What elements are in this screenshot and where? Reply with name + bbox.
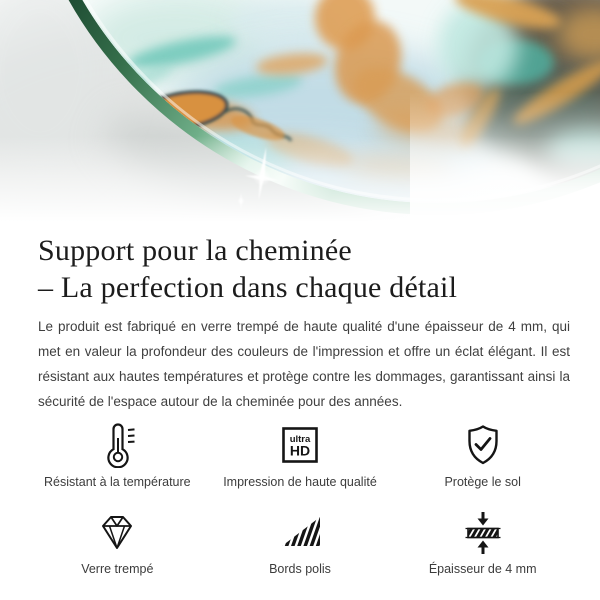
glass-panel-product-photo [0,0,600,228]
feature-label: Résistant à la température [44,475,191,489]
feature-temperature [26,422,209,489]
feature-label: Épaisseur de 4 mm [428,562,537,576]
feature-floor-protection [391,422,574,489]
thickness-icon [460,509,506,555]
diamond-icon [94,509,140,555]
feature-label: Impression de haute qualité [223,475,377,489]
feature-print-quality [209,422,392,489]
page-title [38,232,562,306]
feature-tempered-glass [26,509,209,576]
thermometer-icon [94,422,140,468]
polished-edges-icon [277,509,323,555]
page-title-line1: Support pour la cheminée [38,234,352,267]
ultra-hd-text-top: ultra [289,434,311,445]
ultra-hd-text-bottom: HD [289,442,311,459]
feature-thickness [391,509,574,576]
feature-label: Verre trempé [81,562,154,576]
page-title-line2: – La perfection dans chaque détail [38,271,458,304]
product-description-text: Le produit est fabriqué en verre trempé de haute qualité d'une épaisseur de 4 mm, qui met en valeur la profondeur des couleurs de l'impression et offre un éclat élégant. Il est résistant aux hautes températures et protège contre les dommages, garantissant ainsi la sécurité de l'espace autour de la cheminée pour des années. [38,319,570,409]
shield-check-icon [460,422,506,468]
features-grid [0,422,600,576]
feature-label: Protège le sol [444,475,521,489]
feature-label: Bords polis [269,562,331,576]
ultra-hd-icon [277,422,323,468]
feature-polished-edges [209,509,392,576]
product-hero [0,0,600,228]
